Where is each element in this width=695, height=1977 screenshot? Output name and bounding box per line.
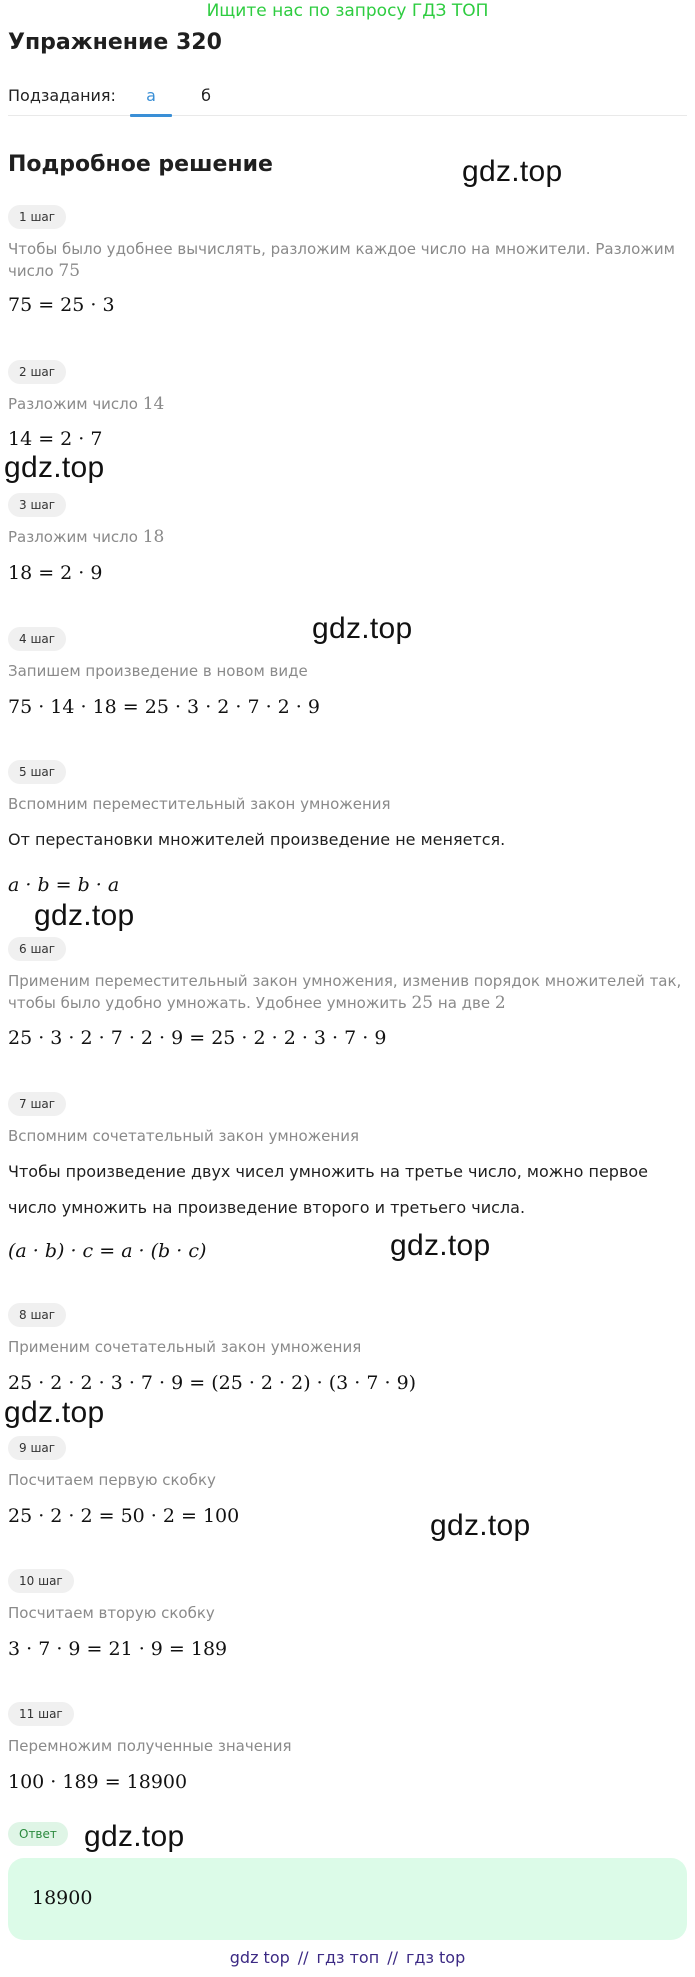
step-badge: 8 шаг [8, 1303, 66, 1327]
step-badge: 11 шаг [8, 1702, 74, 1726]
subtasks-bar [8, 82, 687, 116]
step-formula: 18 = 2 · 9 [8, 562, 103, 584]
top-banner: Ищите нас по запросу ГДЗ ТОП [206, 1, 489, 21]
step-badge: 2 шаг [8, 360, 66, 384]
step-note: Разложим число 18 [8, 527, 165, 547]
footer-link-gdz-top[interactable]: gdz top [229, 1948, 290, 1967]
subtask-tab-b[interactable]: б [201, 86, 211, 105]
answer-box [8, 1858, 687, 1940]
watermark: gdz.top [462, 155, 563, 188]
step-note: Вспомним сочетательный закон умножения [8, 1127, 359, 1145]
watermark: gdz.top [312, 612, 413, 645]
step-badge: 3 шаг [8, 493, 66, 517]
watermark: gdz.top [4, 1396, 105, 1429]
step-note: Посчитаем первую скобку [8, 1471, 216, 1489]
step-note: Применим сочетательный закон умножения [8, 1338, 362, 1356]
step-formula: (a · b) · c = a · (b · c) [8, 1240, 207, 1262]
exercise-title: Упражнение 320 [8, 30, 222, 55]
step-badge: 10 шаг [8, 1569, 74, 1593]
step-formula: a · b = b · a [8, 874, 120, 896]
answer-badge: Ответ [8, 1822, 68, 1846]
step-formula: 25 · 2 · 2 · 3 · 7 · 9 = (25 · 2 · 2) · (3 · 7 · 9) [8, 1372, 417, 1394]
step-badge: 4 шаг [8, 627, 66, 651]
watermark: gdz.top [430, 1509, 531, 1542]
subtask-tab-a[interactable]: а [130, 86, 172, 105]
section-title: Подробное решение [8, 152, 273, 177]
step-note: Посчитаем вторую скобку [8, 1604, 215, 1622]
step-note: Вспомним переместительный закон умножения [8, 795, 391, 813]
step-text: От перестановки множителей произведение не меняется. [8, 830, 506, 849]
watermark: gdz.top [4, 451, 105, 484]
watermark: gdz.top [34, 899, 135, 932]
step-badge: 6 шаг [8, 937, 66, 961]
step-formula: 25 · 2 · 2 = 50 · 2 = 100 [8, 1505, 240, 1527]
footer-separator: // [297, 1948, 309, 1967]
step-note: Запишем произведение в новом виде [8, 662, 308, 680]
watermark: gdz.top [84, 1820, 185, 1853]
step-badge: 5 шаг [8, 760, 66, 784]
step-formula: 14 = 2 · 7 [8, 428, 103, 450]
step-note: Чтобы было удобнее вычислять, разложим каждое число на множители. Разложим число 75 [8, 240, 675, 281]
watermark: gdz.top [390, 1229, 491, 1262]
footer-link-gdz-top-mixed[interactable]: гдз top [405, 1948, 466, 1967]
step-formula: 75 · 14 · 18 = 25 · 3 · 2 · 7 · 2 · 9 [8, 696, 320, 718]
step-formula: 25 · 3 · 2 · 7 · 2 · 9 = 25 · 2 · 2 · 3 · 7 · 9 [8, 1027, 387, 1049]
answer-value: 18900 [32, 1887, 93, 1909]
footer-separator: // [387, 1948, 398, 1967]
step-formula: 75 = 25 · 3 [8, 294, 115, 316]
subtasks-label: Подзадания: [8, 86, 116, 105]
step-formula: 3 · 7 · 9 = 21 · 9 = 189 [8, 1638, 228, 1660]
step-badge: 7 шаг [8, 1092, 66, 1116]
step-formula: 100 · 189 = 18900 [8, 1771, 188, 1793]
footer-links [0, 1948, 695, 1967]
step-text: Чтобы произведение двух чисел умножить на третье число, можно первое число умножить на произведение второго и третьего числа. [8, 1162, 649, 1217]
step-note: Разложим число 14 [8, 394, 165, 414]
footer-link-gdz-top-ru[interactable]: гдз топ [316, 1948, 380, 1967]
step-note: Перемножим полученные значения [8, 1737, 292, 1755]
step-badge: 9 шаг [8, 1436, 66, 1460]
step-badge: 1 шаг [8, 205, 66, 229]
step-note: Применим переместительный закон умножения, изменив порядок множителей так, чтобы было удобно умножать. Удобнее умножить 25 на две 2 [8, 972, 682, 1013]
